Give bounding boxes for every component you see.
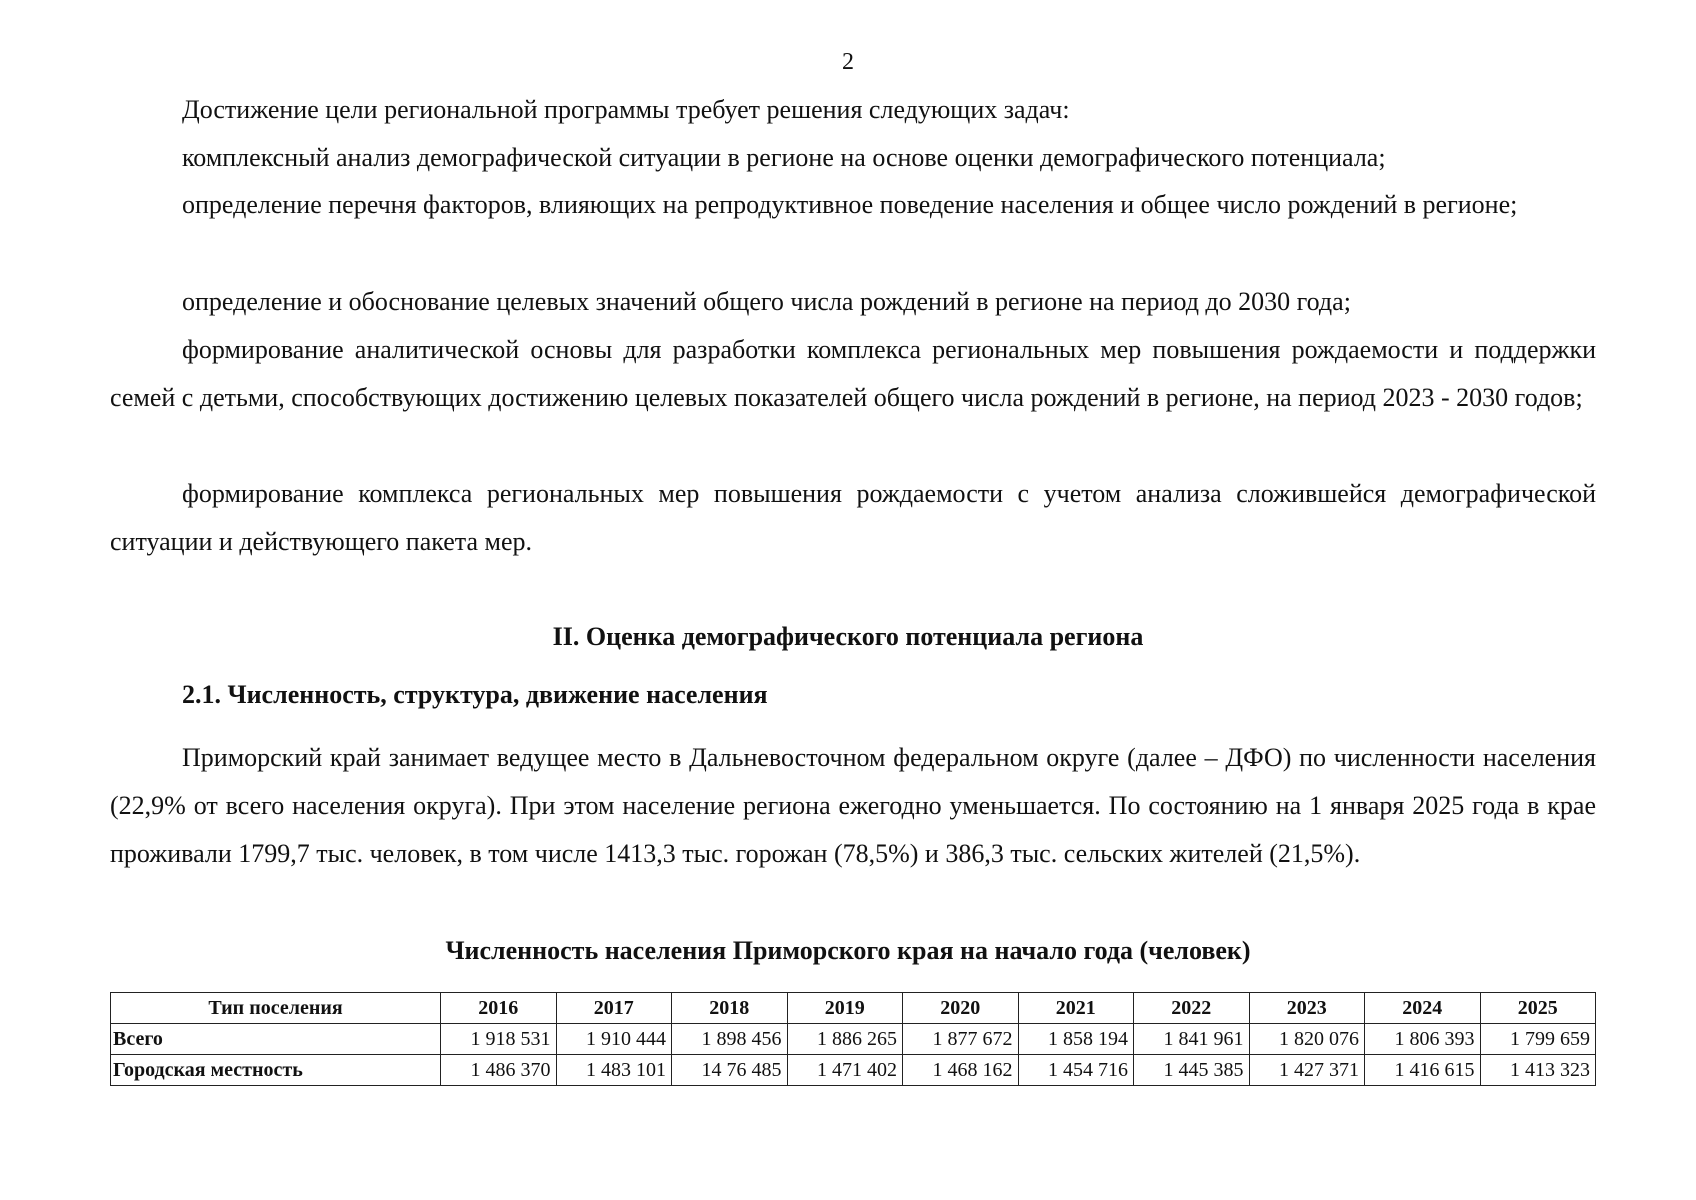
paragraph-population-intro: Приморский край занимает ведущее место в Дальневосточном федеральном округе (далее – ДФО) по численности населения (22,9% от всего населения округа). При этом население региона ежегодно уменьшается. По состоянию на 1 января 2025 года в крае проживали 1799,7 тыс. человек, в том числе 1413,3 тыс. горожан (78,5%) и 386,3 тыс. сельских жителей (21,5%). — [110, 743, 1596, 868]
table-row — [111, 1024, 1596, 1055]
section-heading: II. Оценка демографического потенциала региона — [552, 622, 1144, 651]
table-row — [111, 1055, 1596, 1086]
table-cell: 1 483 101 — [556, 1055, 672, 1086]
table-header-row — [111, 993, 1596, 1024]
header-year: 2017 — [556, 993, 672, 1024]
table-cell: 1 877 672 — [903, 1024, 1019, 1055]
table-cell: 1 471 402 — [787, 1055, 903, 1086]
header-year: 2022 — [1134, 993, 1250, 1024]
header-year: 2024 — [1365, 993, 1481, 1024]
paragraph-goal-intro: Достижение цели региональной программы требует решения следующих задач: — [182, 95, 1070, 124]
paragraph-task-analysis: комплексный анализ демографической ситуации в регионе на основе оценки демографического потенциала; — [182, 143, 1386, 172]
table-cell: 1 799 659 — [1480, 1024, 1596, 1055]
header-settlement-type: Тип поселения — [111, 993, 441, 1024]
header-year: 2021 — [1018, 993, 1134, 1024]
table-cell: 1 486 370 — [441, 1055, 557, 1086]
paragraph-task-targets: определение и обоснование целевых значений общего числа рождений в регионе на период до 2030 года; — [182, 287, 1351, 316]
table-cell: 1 427 371 — [1249, 1055, 1365, 1086]
table-cell: 14 76 485 — [672, 1055, 788, 1086]
table-cell: 1 468 162 — [903, 1055, 1019, 1086]
row-label-total: Всего — [111, 1024, 441, 1055]
paragraph-task-factors: определение перечня факторов, влияющих на репродуктивное поведение населения и общее число рождений в регионе; — [182, 190, 1518, 219]
table-cell: 1 910 444 — [556, 1024, 672, 1055]
header-year: 2025 — [1480, 993, 1596, 1024]
header-year: 2018 — [672, 993, 788, 1024]
header-year: 2020 — [903, 993, 1019, 1024]
table-cell: 1 841 961 — [1134, 1024, 1250, 1055]
population-table — [110, 992, 1596, 1086]
paragraph-task-measures: формирование комплекса региональных мер повышения рождаемости с учетом анализа сложившейся демографической ситуации и действующего пакета мер. — [110, 479, 1596, 556]
table-cell: 1 820 076 — [1249, 1024, 1365, 1055]
header-year: 2019 — [787, 993, 903, 1024]
header-year: 2016 — [441, 993, 557, 1024]
table-cell: 1 416 615 — [1365, 1055, 1481, 1086]
table-cell: 1 454 716 — [1018, 1055, 1134, 1086]
table-title: Численность населения Приморского края на начало года (человек) — [445, 936, 1251, 965]
table-cell: 1 445 385 — [1134, 1055, 1250, 1086]
table-cell: 1 413 323 — [1480, 1055, 1596, 1086]
subsection-heading: 2.1. Численность, структура, движение населения — [182, 680, 768, 709]
paragraph-task-framework: формирование аналитической основы для разработки комплекса региональных мер повышения рождаемости и поддержки семей с детьми, способствующих достижению целевых показателей общего числа рождений в регионе, на период 2023 - 2030 годов; — [110, 335, 1596, 412]
table-cell: 1 918 531 — [441, 1024, 557, 1055]
page-number: 2 — [842, 49, 854, 75]
table-cell: 1 886 265 — [787, 1024, 903, 1055]
table-cell: 1 806 393 — [1365, 1024, 1481, 1055]
header-year: 2023 — [1249, 993, 1365, 1024]
row-label-urban: Городская местность — [111, 1055, 441, 1086]
table-cell: 1 898 456 — [672, 1024, 788, 1055]
table-cell: 1 858 194 — [1018, 1024, 1134, 1055]
